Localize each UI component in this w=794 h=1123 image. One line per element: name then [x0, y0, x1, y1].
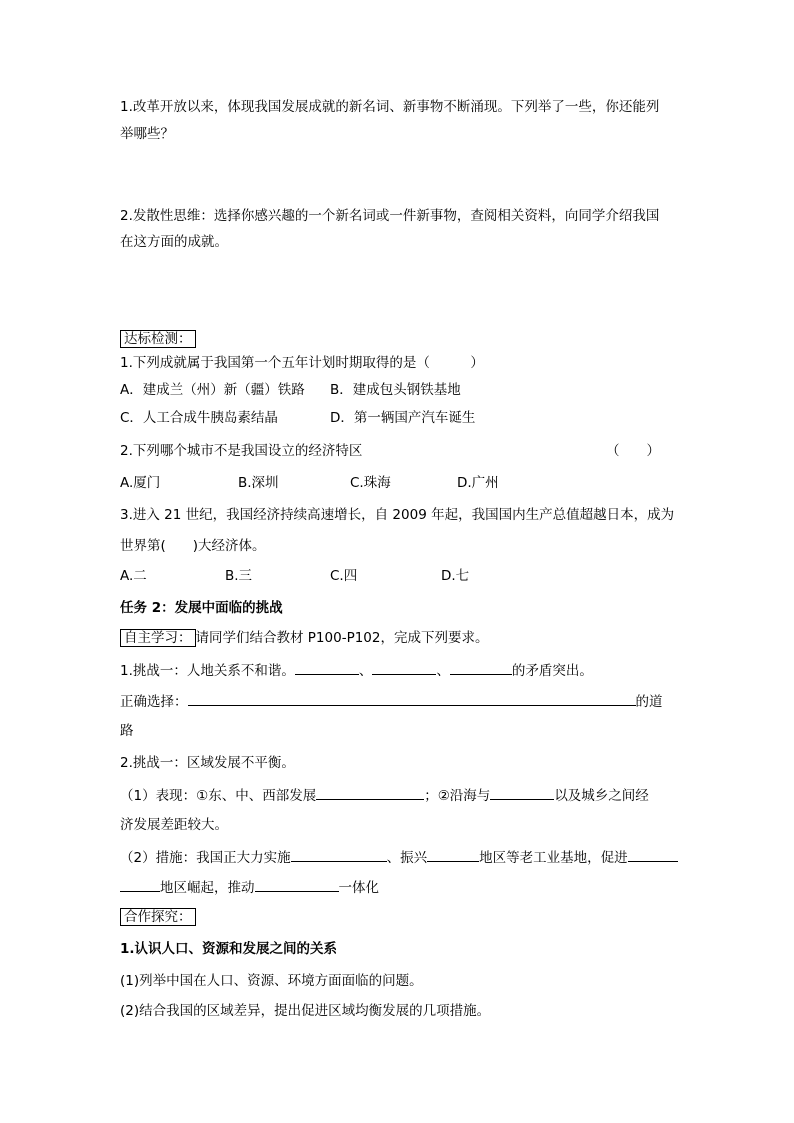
- check-heading: 达标检测：: [120, 330, 196, 348]
- measures-line2-mid: 地区崛起，推动: [160, 880, 255, 896]
- check-q3-line1: 3.进入 21 世纪，我国经济持续高速增长，自 2009 年起，我国国内生产总值超越日本，成为: [120, 507, 675, 523]
- challenge2-title: 2.挑战一：区域发展不平衡。: [120, 755, 295, 771]
- correct-choice-road: 路: [120, 723, 134, 739]
- challenge1-suffix: 的矛盾突出。: [511, 663, 593, 679]
- intro-q1-line1: 1.改革开放以来，体现我国发展成就的新名词、新事物不断涌现。下列举了一些，你还能列: [120, 99, 660, 115]
- coop-heading: 1.认识人口、资源和发展之间的关系: [120, 941, 338, 957]
- check-q3-option-b: B.三: [225, 568, 253, 584]
- check-q1-option-a: A．建成兰（州）新（疆）铁路: [120, 382, 305, 398]
- performance-suffix: 以及城乡之间经: [554, 788, 649, 804]
- challenge2-performance-line: [120, 785, 649, 806]
- challenge2-measures-line: [120, 847, 678, 868]
- check-q2-answer-paren: （ ）: [606, 443, 660, 459]
- performance-blank-1[interactable]: [316, 785, 424, 800]
- coop-item-1: (1)列举中国在人口、资源、环境方面面临的问题。: [120, 973, 423, 989]
- check-q3-line2: 世界第( )大经济体。: [120, 538, 266, 554]
- check-q1-option-d: D．第一辆国产汽车诞生: [330, 410, 476, 426]
- challenge2-measures-line2: [120, 877, 379, 898]
- measures-line2-suffix: 一体化: [338, 880, 379, 896]
- correct-choice-label: 正确选择：: [120, 694, 188, 710]
- measures-mid2: 地区等老工业基地，促进: [479, 850, 628, 866]
- challenge1-blank-2[interactable]: [372, 660, 436, 675]
- check-q2-option-d: D.广州: [457, 475, 499, 491]
- challenge1-prefix: 1.挑战一：人地关系不和谐。: [120, 663, 295, 679]
- performance-blank-2[interactable]: [490, 785, 554, 800]
- coop-label: 合作探究：: [120, 908, 196, 926]
- self-study-text: 请同学们结合教材 P100-P102，完成下列要求。: [195, 630, 489, 646]
- task2-self-study-line: [120, 628, 488, 648]
- coop-item-2: (2)结合我国的区域差异，提出促进区域均衡发展的几项措施。: [120, 1003, 491, 1019]
- check-heading-wrap: [120, 329, 196, 349]
- challenge1-sep-2: 、: [436, 663, 450, 679]
- measures-blank-2[interactable]: [427, 847, 479, 862]
- intro-q1-line2: 举哪些？: [120, 126, 174, 142]
- check-q2-option-c: C.珠海: [350, 475, 391, 491]
- check-q3-option-a: A.二: [120, 568, 147, 584]
- challenge1-line: [120, 660, 593, 681]
- measures-blank-4[interactable]: [255, 877, 339, 892]
- check-q1-option-b: B．建成包头钢铁基地: [330, 382, 461, 398]
- correct-choice-line: [120, 691, 663, 712]
- intro-q2-line2: 在这方面的成就。: [120, 234, 228, 250]
- self-study-label: 自主学习：: [120, 629, 196, 647]
- check-q2-stem: 2.下列哪个城市不是我国设立的经济特区: [120, 443, 363, 459]
- challenge1-sep-1: 、: [358, 663, 373, 679]
- check-q2-option-a: A.厦门: [120, 475, 161, 491]
- intro-q2-line1: 2.发散性思维：选择你感兴趣的一个新名词或一件新事物，查阅相关资料，向同学介绍我国: [120, 208, 660, 224]
- performance-prefix: （1）表现：①东、中、西部发展: [120, 788, 317, 804]
- challenge1-blank-1[interactable]: [295, 660, 359, 675]
- correct-choice-blank[interactable]: [188, 691, 636, 706]
- check-q1-stem: 1.下列成就属于我国第一个五年计划时期取得的是（ ）: [120, 355, 484, 371]
- task2-title: 任务 2：发展中面临的挑战: [120, 600, 283, 616]
- correct-choice-suffix: 的道: [635, 694, 663, 710]
- challenge2-performance-line2: 济发展差距较大。: [120, 817, 228, 833]
- check-q3-option-d: D.七: [441, 568, 470, 584]
- measures-blank-3a[interactable]: [628, 847, 678, 862]
- challenge1-blank-3[interactable]: [450, 660, 512, 675]
- check-q3-option-c: C.四: [330, 568, 358, 584]
- measures-prefix: （2）措施：我国正大力实施: [120, 850, 291, 866]
- coop-label-wrap: [120, 907, 196, 927]
- measures-blank-1[interactable]: [291, 847, 387, 862]
- check-q2-option-b: B.深圳: [238, 475, 279, 491]
- performance-mid: ；②沿海与: [424, 788, 491, 804]
- measures-blank-3b[interactable]: [120, 877, 160, 892]
- check-q1-option-c: C．人工合成牛胰岛素结晶: [120, 410, 278, 426]
- measures-mid1: 、振兴: [386, 850, 428, 866]
